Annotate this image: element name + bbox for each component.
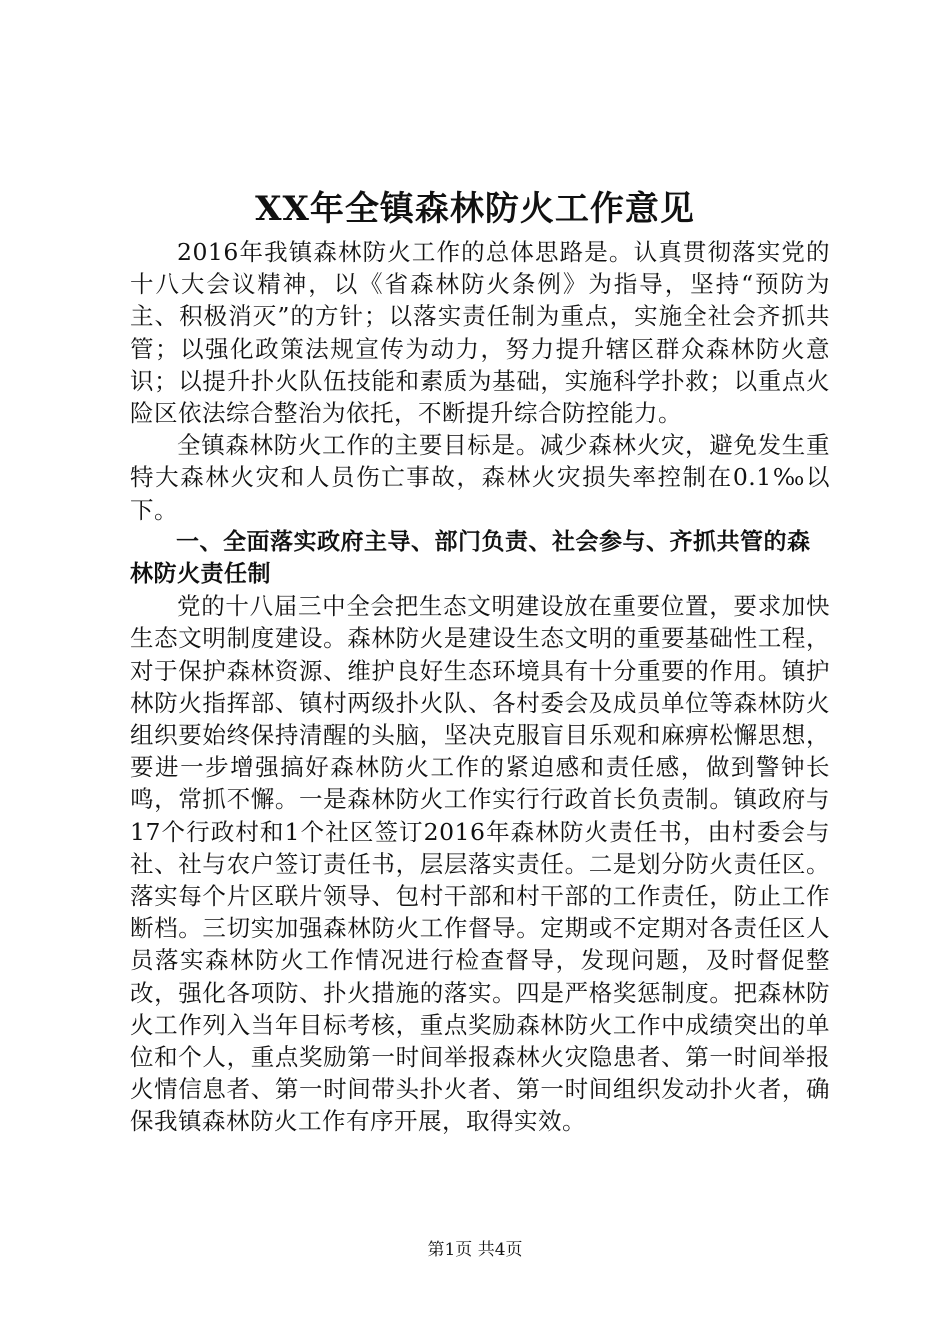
section-heading: 一、全面落实政府主导、部门负责、社会参与、齐抓共管的森林防火责任制 [130,528,811,588]
document-body [130,236,830,1138]
page-number-footer: 第1页 共4页 [427,1240,523,1260]
document-title: XX年全镇森林防火工作意见 [255,189,695,229]
paragraph-overall-approach: 2016年我镇森林防火工作的总体思路是。认真贯彻落实党的十八大会议精神，以《省森林防火条例》为指导，坚持“预防为主、积极消灭”的方针；以落实责任制为重点，实施全社会齐抓共管；以强化政策法规宣传为动力，努力提升辖区群众森林防火意识；以提升扑火队伍技能和素质为基础，实施科学扑救；以重点火险区依法综合整治为依托，不断提升综合防控能力。 [130,238,830,428]
paragraph-main-goal: 全镇森林防火工作的主要目标是。减少森林火灾，避免发生重特大森林火灾和人员伤亡事故，森林火灾损失率控制在0.1‰以下。 [130,431,830,524]
paragraph-responsibility: 党的十八届三中全会把生态文明建设放在重要位置，要求加快生态文明制度建设。森林防火是建设生态文明的重要基础性工程，对于保护森林资源、维护良好生态环境具有十分重要的作用。镇护林防火指挥部、镇村两级扑火队、各村委会及成员单位等森林防火组织要始终保持清醒的头脑，坚决克服盲目乐观和麻痹松懈思想，要进一步增强搞好森林防火工作的紧迫感和责任感，做到警钟长鸣，常抓不懈。一是森林防火工作实行行政首长负责制。镇政府与17个行政村和1个社区签订2016年森林防火责任书，由村委会与社、社与农户签订责任书，层层落实责任。二是划分防火责任区。落实每个片区联片领导、包村干部和村干部的工作责任，防止工作断档。三切实加强森林防火工作督导。定期或不定期对各责任区人员落实森林防火工作情况进行检查督导，发现问题，及时督促整改，强化各项防、扑火措施的落实。四是严格奖惩制度。把森林防火工作列入当年目标考核，重点奖励森林防火工作中成绩突出的单位和个人，重点奖励第一时间举报森林火灾隐患者、第一时间举报火情信息者、第一时间带头扑火者、第一时间组织发动扑火者，确保我镇森林防火工作有序开展，取得实效。 [130,592,830,1136]
